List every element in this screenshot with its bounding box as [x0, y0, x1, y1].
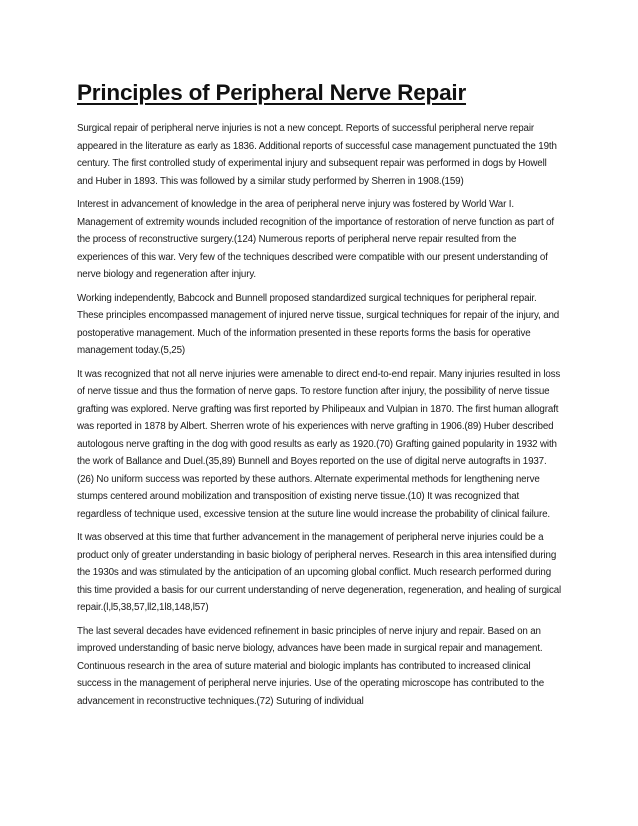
paragraph-nerve-grafting: It was recognized that not all nerve injuries were amenable to direct end-to-end repair. Many injuries resulted in loss of nerve tissue and thus the formation of nerve gaps. To restore function after injury, the possibility of nerve tissue grafting was explored. Nerve grafting was first reported by Philipeaux and Vulpian in 1870. The first human allograft was reported in 1878 by Albert. Sherren wrote of his experiences with nerve grafting in 1906.(89) Huber described autologous nerve grafting in the dog with good results as early as 1920.(70) Grafting gained popularity in 1932 with the work of Ballance and Duel.(35,89) Bunnell and Boyes reported on the use of digital nerve autografts in 1937.(26) No uniform success was reported by these authors. Alternate experimental methods for lengthening nerve stumps centered around mobilization and transposition of existing nerve tissue.(10) It was recognized that regardless of technique used, excessive tension at the suture line would increase the probability of clinical failure. — [77, 368, 561, 520]
paragraph-world-war-1: Interest in advancement of knowledge in the area of peripheral nerve injury was fostered by World War I. Management of extremity wounds included recognition of the importance of restoration of nerve function as part of the process of reconstructive surgery.(124) Numerous reports of peripheral nerve repair resulted from the experiences of this war. Very few of the techniques described were compatible with our present understanding of nerve biology and regeneration after injury. — [77, 199, 554, 280]
document-body — [77, 78, 563, 710]
paragraph-recent-advances: The last several decades have evidenced refinement in basic principles of nerve injury and repair. Based on an improved understanding of basic nerve biology, advances have been made in surgical repair and management. Continuous research in the area of suture material and biologic implants has contributed to increased clinical success in the management of peripheral nerve injuries. Use of the operating microscope has contributed to the advancement in reconstructive techniques.(72) Suturing of individual — [77, 625, 545, 707]
paragraph-babcock-bunnell: Working independently, Babcock and Bunnell proposed standardized surgical techniques for peripheral repair. These principles encompassed management of injured nerve tissue, surgical techniques for repair of the injury, and postoperative management. Much of the information presented in these reports forms the basis for operative management today.(5,25) — [77, 292, 560, 356]
paragraph-history: Surgical repair of peripheral nerve injuries is not a new concept. Reports of successful peripheral nerve repair appeared in the literature as early as 1836. Additional reports of successful case management punctuated the 19th century. The first controlled study of experimental injury and subsequent repair was performed in dogs by Howell and Huber in 1893. This was followed by a similar study performed by Sherren in 1908.(159) — [77, 123, 557, 187]
document-title: Principles of Peripheral Nerve Repair — [77, 80, 467, 105]
paragraph-basic-biology: It was observed at this time that further advancement in the management of peripheral nerve injuries could be a product only of greater understanding in basic biology of peripheral nerves. Research in this area intensified during the 1930s and was stimulated by the anticipation of an upcoming global conflict. Much research performed during this time provided a basis for our current understanding of nerve degeneration, regeneration, and healing of surgical repair.(l,l5,38,57,ll2,1l8,148,l57) — [77, 532, 562, 613]
